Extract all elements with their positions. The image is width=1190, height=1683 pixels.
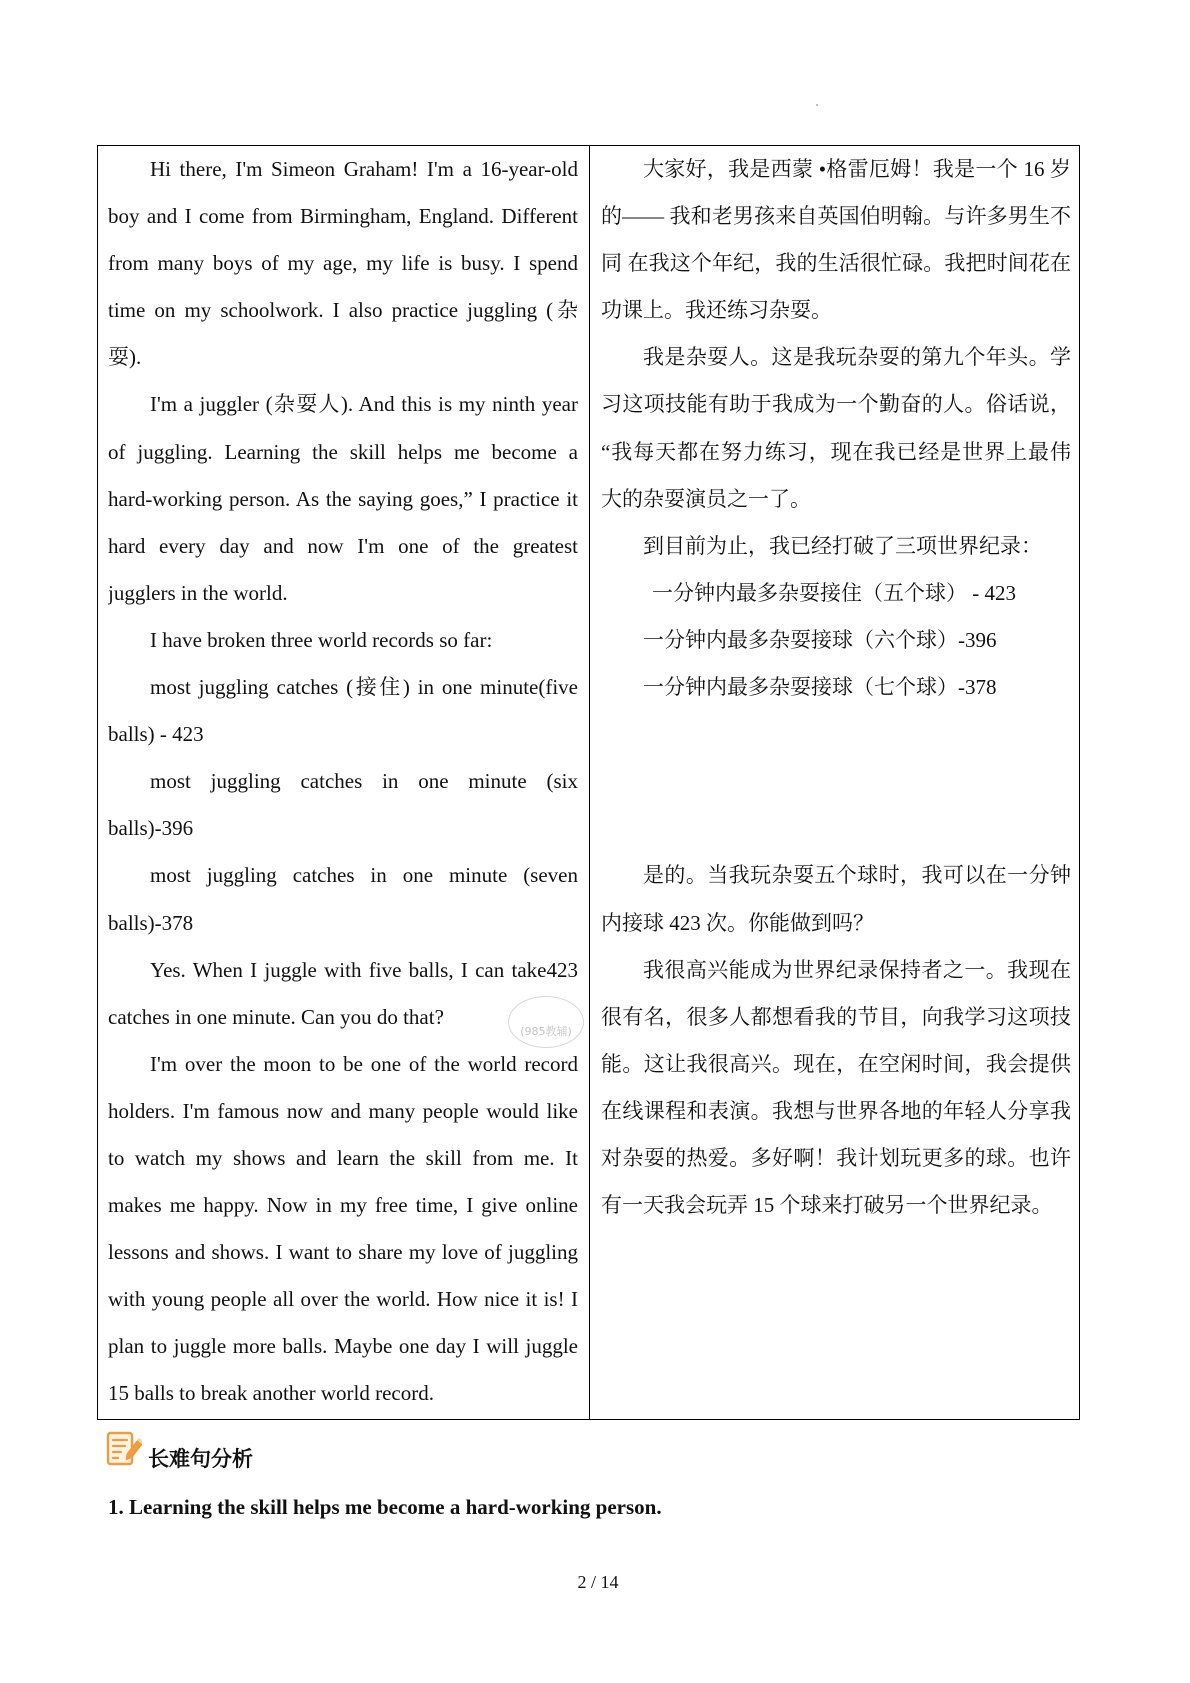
english-text-line: Hi there, I'm Simeon Graham! I'm a 16-year-old xyxy=(150,157,578,181)
english-text-line: hard-working person. As the saying goes,” I practice it xyxy=(108,486,578,511)
english-text-line: I'm over the moon to be one of the world record xyxy=(150,1051,578,1076)
chinese-text-line: 功课上。我还练习杂耍。 xyxy=(601,298,832,323)
english-text-line: catches in one minute. Can you do that? xyxy=(108,1004,444,1029)
english-text-line: hard every day and now I'm one of the greatest xyxy=(108,533,578,558)
english-paragraph xyxy=(108,947,578,1041)
english-text-line: Yes. When I juggle with five balls, I can take423 xyxy=(150,957,578,982)
chinese-text-line: 我是杂耍人。这是我玩杂耍的第九个年头。学 xyxy=(643,345,1071,370)
english-paragraph xyxy=(108,664,578,758)
page-number: 2 / 14 xyxy=(577,1572,619,1592)
english-text-line: most juggling catches (接住) in one minute(five xyxy=(150,675,578,700)
chinese-text-line: 有一天我会玩弄 15 个球来打破另一个世界纪录。 xyxy=(601,1193,1053,1218)
english-text-line: boy and I come from Birmingham, England. Different xyxy=(108,204,578,229)
chinese-text-line: 在线课程和表演。我想与世界各地的年轻人分享我 xyxy=(601,1098,1071,1123)
chinese-text-line: 的—— 我和老男孩来自英国伯明翰。与许多男生不 xyxy=(601,204,1071,229)
english-text-line: I'm a juggler (杂耍人). And this is my ninth year xyxy=(150,392,578,417)
analysis-heading: 长难句分析 xyxy=(148,1447,253,1471)
english-text-line: most juggling catches in one minute (six xyxy=(150,769,578,794)
english-text-line: holders. I'm famous now and many people would like xyxy=(108,1098,578,1123)
chinese-text-line: 很有名，很多人都想看我的节目，向我学习这项技 xyxy=(601,1004,1071,1029)
english-paragraph xyxy=(108,381,578,616)
english-text-line: balls) - 423 xyxy=(108,722,204,747)
english-text-line: jugglers in the world. xyxy=(108,580,288,605)
english-column xyxy=(98,146,590,1419)
english-paragraph xyxy=(108,852,578,946)
chinese-text-line: 能。这让我很高兴。现在，在空闲时间，我会提供 xyxy=(601,1051,1071,1076)
english-text-line: 15 balls to break another world record. xyxy=(108,1381,434,1406)
english-text-line: time on my schoolwork. I also practice juggling (杂 xyxy=(108,298,578,323)
chinese-paragraph xyxy=(601,523,1071,570)
chinese-text-line: 是的。当我玩杂耍五个球时，我可以在一分钟 xyxy=(643,863,1071,888)
chinese-paragraph xyxy=(601,664,1071,711)
watermark-stamp xyxy=(508,996,584,1048)
chinese-paragraph xyxy=(601,852,1071,946)
chinese-column xyxy=(590,146,1079,1419)
chinese-text-line: 一分钟内最多杂耍接住（五个球） - 423 xyxy=(652,580,1016,605)
english-text-line: to watch my shows and learn the skill from me. It xyxy=(108,1145,578,1170)
english-text-line: I have broken three world records so far: xyxy=(150,627,493,652)
chinese-paragraph xyxy=(601,570,1071,617)
header-dot xyxy=(816,104,818,106)
chinese-paragraph xyxy=(601,334,1071,522)
notepad-pencil-icon xyxy=(106,1430,142,1468)
chinese-text-line: 习这项技能有助于我成为一个勤奋的人。俗话说， xyxy=(601,392,1071,417)
english-text-line: of juggling. Learning the skill helps me become a xyxy=(108,439,578,464)
chinese-text-line: 到目前为止，我已经打破了三项世界纪录： xyxy=(643,533,1042,558)
english-text-line: balls)-378 xyxy=(108,910,194,935)
english-paragraph xyxy=(108,146,578,381)
watermark-text: (985教辅) xyxy=(520,1025,572,1038)
analysis-sentence: 1. Learning the skill helps me become a hard-working person. xyxy=(108,1495,662,1519)
chinese-text-line: 同 在我这个年纪，我的生活很忙碌。我把时间花在 xyxy=(601,251,1071,276)
english-text-line: makes me happy. Now in my free time, I give online xyxy=(108,1193,578,1218)
english-paragraph xyxy=(108,758,578,852)
chinese-text-line: 我很高兴能成为世界纪录保持者之一。我现在 xyxy=(643,957,1071,982)
chinese-text-line: 内接球 423 次。你能做到吗？ xyxy=(601,910,874,935)
chinese-text-line: 大的杂耍演员之一了。 xyxy=(601,486,811,511)
english-paragraph xyxy=(108,1041,578,1418)
chinese-text-line: “我每天都在努力练习，现在我已经是世界上最伟 xyxy=(601,439,1071,464)
english-text-line: balls)-396 xyxy=(108,816,194,841)
english-text-line: plan to juggle more balls. Maybe one day I will juggle xyxy=(108,1334,578,1359)
chinese-text-line: 对杂耍的热爱。多好啊！我计划玩更多的球。也许 xyxy=(601,1145,1071,1170)
english-text-line: lessons and shows. I want to share my love of juggling xyxy=(108,1240,578,1265)
chinese-text-line: 一分钟内最多杂耍接球（七个球）-378 xyxy=(643,675,997,700)
chinese-paragraph xyxy=(601,617,1071,664)
chinese-paragraph xyxy=(601,146,1071,334)
english-text-line: from many boys of my age, my life is busy. I spend xyxy=(108,251,578,276)
english-text-line: 耍). xyxy=(108,345,142,370)
english-text-line: most juggling catches in one minute (seven xyxy=(150,863,578,888)
english-text-line: with young people all over the world. How nice it is! I xyxy=(108,1287,578,1312)
chinese-paragraph xyxy=(601,947,1071,1230)
english-paragraph xyxy=(108,617,578,664)
chinese-text-line: 大家好，我是西蒙 •格雷厄姆！我是一个 16 岁 xyxy=(643,157,1071,181)
bilingual-passage-table xyxy=(97,145,1080,1420)
chinese-text-line: 一分钟内最多杂耍接球（六个球）-396 xyxy=(643,627,997,652)
